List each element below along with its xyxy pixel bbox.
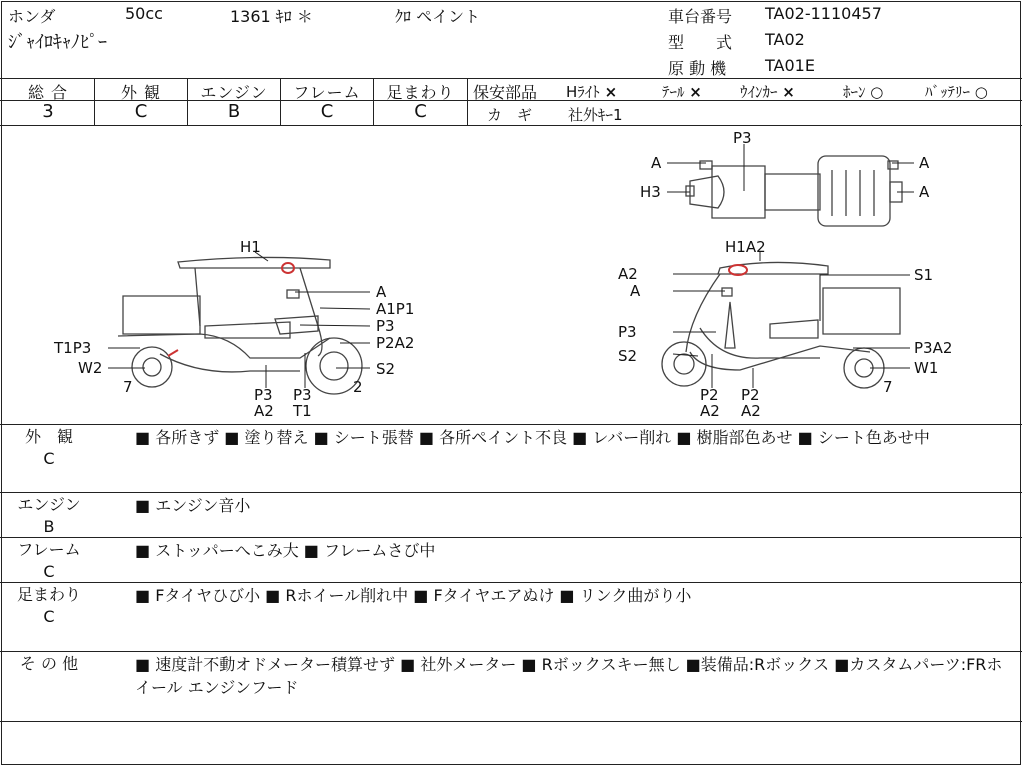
label: P2 (741, 386, 760, 404)
section-label-frame: フレーム C (17, 540, 81, 581)
section-text-exterior: ■ 各所きず ■ 塗り替え ■ シート張替 ■ 各所ペイント不良 ■ レバー削れ ■ 樹脂部色あせ ■ シート色あせ中 (135, 428, 930, 447)
grade-label-suspension: 足まわり (386, 83, 455, 102)
color: ｸﾛ ペイント (395, 7, 481, 26)
model-code: TA02 (765, 30, 805, 49)
divider (0, 78, 1022, 79)
safety-horn: ﾎｰﾝ ○ (843, 83, 884, 101)
displacement: 50cc (125, 4, 163, 23)
label: 7 (123, 378, 133, 396)
label: S1 (914, 266, 934, 284)
label: P2 (700, 386, 719, 404)
maker: ホンダ (8, 7, 56, 26)
label: A2 (618, 265, 638, 283)
label: A (651, 154, 662, 172)
label: A (630, 282, 641, 300)
grade-label-overall: 総 合 (27, 83, 69, 102)
section-label-engine: エンジン B (17, 495, 81, 536)
label: 7 (883, 378, 893, 396)
label: A (919, 154, 930, 172)
label: A1P1 (376, 300, 415, 318)
label: 2 (353, 378, 363, 396)
label: T1P3 (54, 339, 92, 357)
section-text-suspension: ■ Fタイヤひび小 ■ Rホイール削れ中 ■ Fタイヤエアぬけ ■ リンク曲がり小 (135, 586, 692, 605)
label: P3A2 (914, 339, 953, 357)
label: S2 (376, 360, 396, 378)
label: A (376, 283, 387, 301)
label: P3 (618, 323, 637, 341)
top-labels (640, 129, 930, 201)
frame-no-label: 車台番号 (668, 7, 733, 26)
grade-label-frame: フレーム (293, 83, 361, 102)
section-text-frame: ■ ストッパーへこみ大 ■ フレームさび中 (135, 541, 436, 560)
right-labels (618, 238, 952, 420)
label: A2 (700, 402, 720, 420)
engine-label: 原 動 機 (668, 59, 727, 78)
label: A (919, 183, 930, 201)
label: P3 (376, 317, 395, 335)
mileage: 1361 ｷﾛ ＊ (230, 7, 313, 26)
divider (0, 651, 1022, 652)
section-label-suspension: 足まわり C (16, 585, 81, 626)
callout-lines (108, 144, 914, 388)
label: P2A2 (376, 334, 415, 352)
divider (0, 582, 1022, 583)
label: H1A2 (725, 238, 766, 256)
key-label: カ ギ (487, 106, 533, 124)
left-labels (53, 238, 414, 420)
section-label-other: そ の 他 (19, 654, 79, 673)
section-text-other: ■ 速度計不動オドメーター積算せず ■ 社外メーター ■ Rボックスキー無し ■装備品:Rボックス ■カスタムパーツ:FRホイール エンジンフード (135, 655, 1003, 697)
damage-mark (168, 350, 178, 356)
grade-value-engine: B (227, 101, 241, 122)
grade-value-frame: C (320, 101, 334, 122)
label: P3 (733, 129, 752, 147)
key-value: 社外ｷｰ1 (568, 106, 623, 124)
safety-tail: ﾃｰﾙ × (662, 83, 702, 101)
grade-label-engine: エンジン (200, 83, 268, 102)
divider (0, 537, 1022, 538)
safety-headlight: Hﾗｲﾄ × (566, 83, 618, 101)
grade-value-exterior: C (134, 101, 148, 122)
safety-winker: ｳｲﾝｶｰ × (740, 83, 795, 101)
engine-code: TA01E (765, 56, 815, 75)
scooter-right-side-drawing (662, 262, 900, 388)
label: A2 (741, 402, 761, 420)
scooter-top-view-drawing (686, 156, 902, 226)
label: P3 (293, 386, 312, 404)
label: S2 (618, 347, 638, 365)
divider (0, 492, 1022, 493)
safety-battery: ﾊﾞｯﾃﾘｰ ○ (925, 83, 988, 101)
label: A2 (254, 402, 274, 420)
section-label-exterior: 外 観 C (24, 427, 73, 468)
divider (0, 721, 1022, 722)
label: H3 (640, 183, 661, 201)
label: H1 (240, 238, 261, 256)
label: T1 (293, 402, 312, 420)
label: P3 (254, 386, 273, 404)
damage-diagram (0, 126, 1022, 424)
frame-no: TA02-1110457 (765, 4, 882, 23)
model-name: ｼﾞｬｲﾛｷｬﾉﾋﾟｰ (8, 32, 107, 53)
divider (467, 78, 468, 125)
grade-value-overall: 3 (42, 101, 54, 122)
model-label: 型 式 (668, 33, 733, 52)
grade-label-exterior: 外 観 (120, 83, 162, 102)
grade-value-suspension: C (414, 101, 427, 122)
safety-label: 保安部品 (473, 83, 538, 102)
label: W1 (914, 359, 939, 377)
divider (0, 424, 1022, 425)
label: W2 (78, 359, 103, 377)
section-text-engine: ■ エンジン音小 (135, 496, 251, 515)
